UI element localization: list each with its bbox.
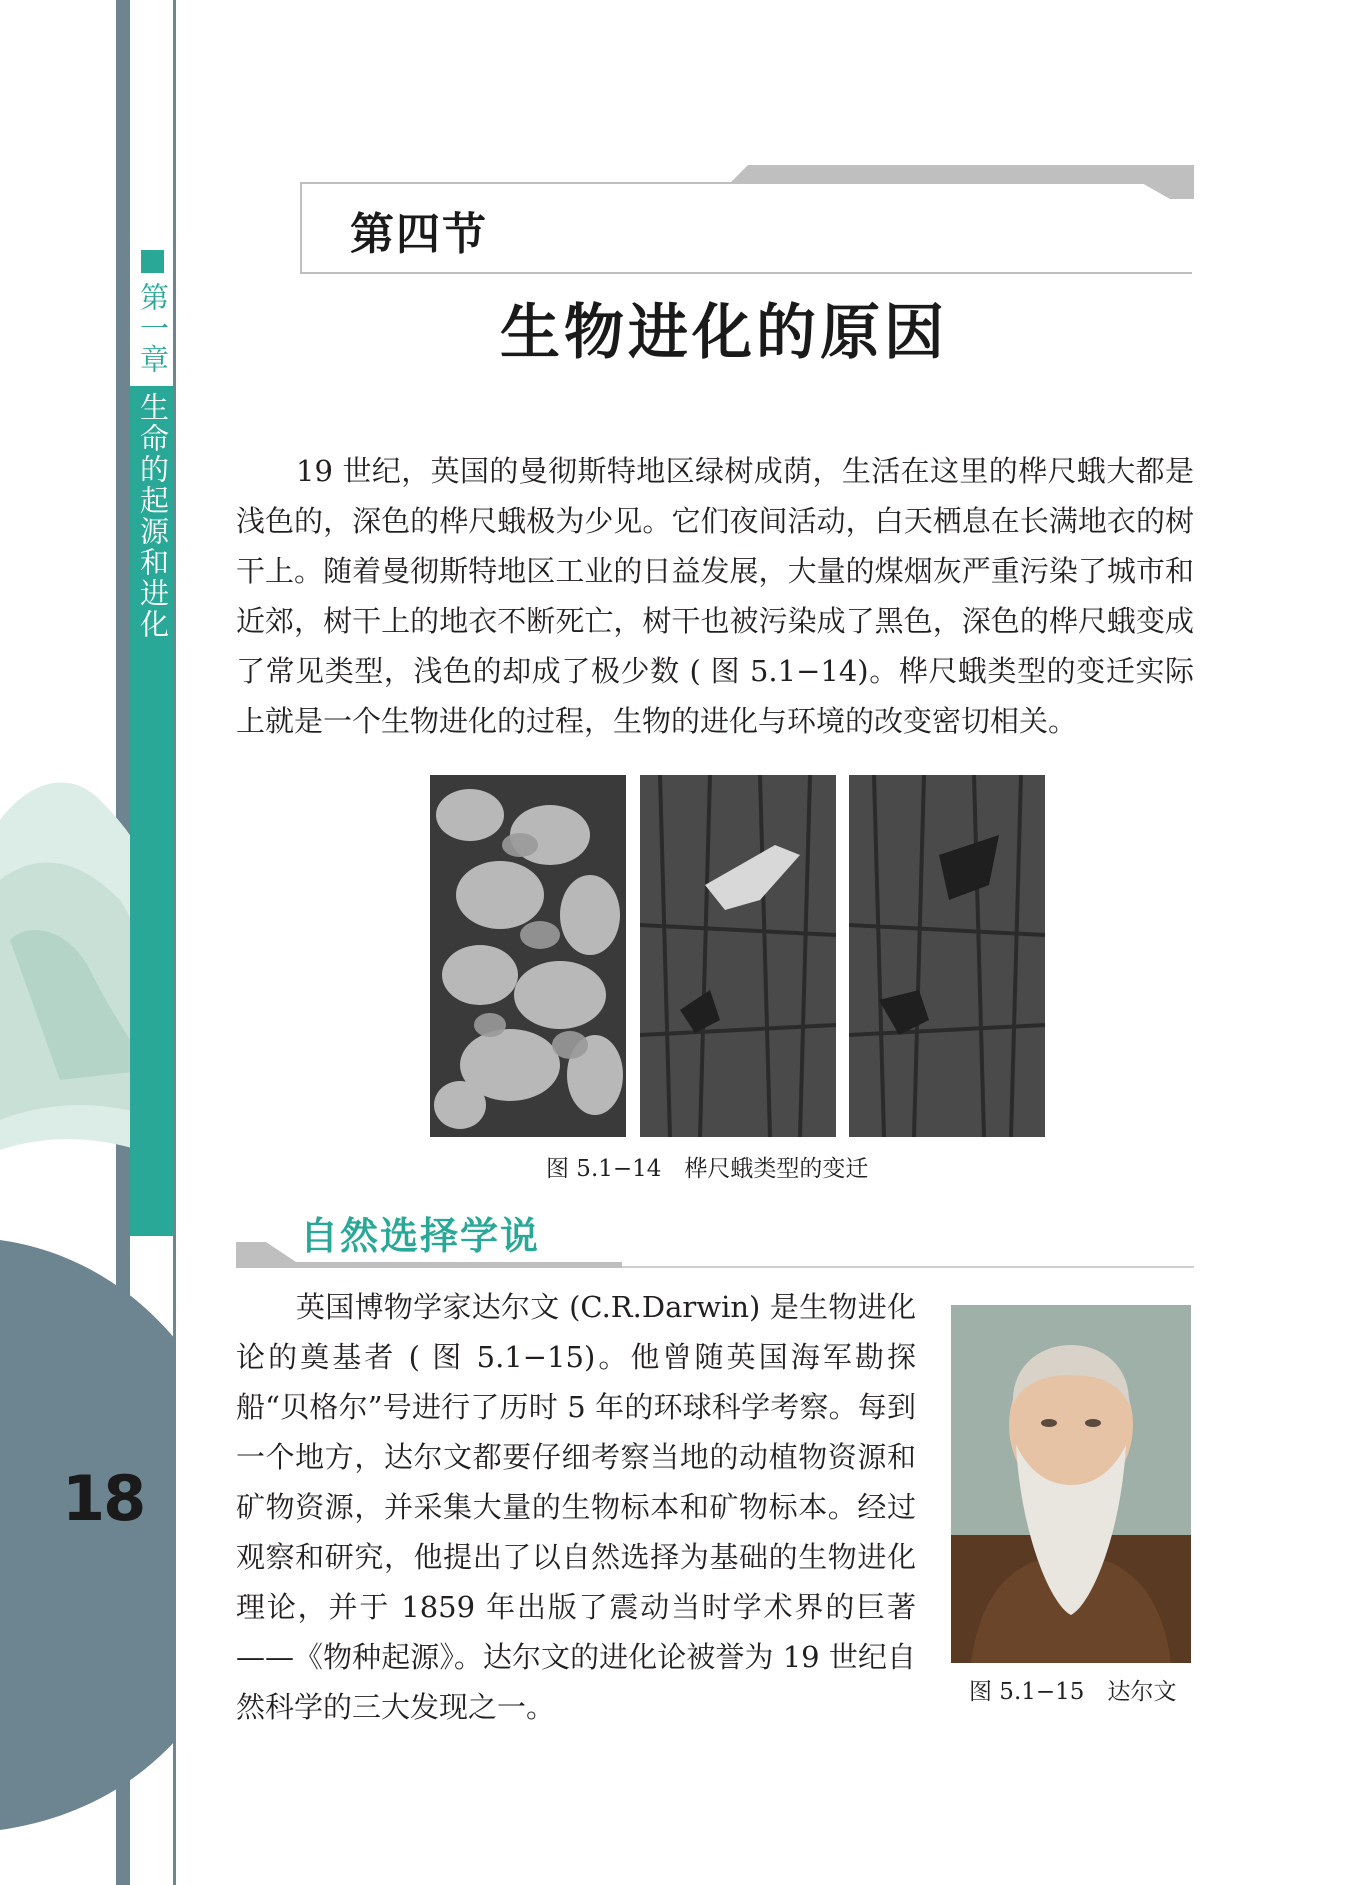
chapter-label: 第一章 [136, 282, 170, 375]
figure-caption-moths: 图 5.1−14 桦尺蛾类型的变迁 [546, 1156, 869, 1182]
photo-dark-moths-on-dark-trunk [849, 775, 1045, 1137]
chapter-tab [130, 236, 174, 1236]
figure-caption-darwin: 图 5.1−15 达尔文 [969, 1679, 1177, 1705]
photo-lichen-trunk [430, 775, 626, 1137]
photo-light-moth-on-dark-trunk [640, 775, 836, 1137]
subsection-title: 自然选择学说 [300, 1214, 541, 1258]
photo-darwin-portrait [951, 1305, 1191, 1663]
page-number: 18 [62, 1462, 145, 1535]
section-title: 生物进化的原因 [500, 298, 948, 368]
chapter-square-marker [141, 250, 164, 273]
section-number: 第四节 [350, 209, 488, 260]
chapter-title: 生命的起源和进化 [136, 392, 170, 640]
paragraph-darwin: 英国博物学家达尔文 (C.R.Darwin) 是生物进化论的奠基者 ( 图 5.1−15)。他曾随英国海军勘探船“贝格尔”号进行了历时 5 年的环球科学考察。每到一个地方，达尔文都要仔细考察当地的动植物资源和矿物资源，并采集大量的生物标本和矿物标本。经过观察和研究，他提出了以自然选择为基础的生物进化理论，并于 1859 年出版了震动当时学术界的巨著——《物种起源》。达尔文的进化论被誉为 19 世纪自然科学的三大发现之一。 [236, 1290, 916, 1724]
spine-line [173, 0, 176, 1885]
paragraph-moths: 19 世纪，英国的曼彻斯特地区绿树成荫，生活在这里的桦尺蛾大都是浅色的，深色的桦尺蛾极为少见。它们夜间活动，白天栖息在长满地衣的树干上。随着曼彻斯特地区工业的日益发展，大量的煤烟灰严重污染了城市和近郊，树干上的地衣不断死亡，树干也被污染成了黑色，深色的桦尺蛾变成了常见类型，浅色的却成了极少数 ( 图 5.1−14)。桦尺蛾类型的变迁实际上就是一个生物进化的过程，生物的进化与环境的改变密切相关。 [236, 454, 1194, 738]
